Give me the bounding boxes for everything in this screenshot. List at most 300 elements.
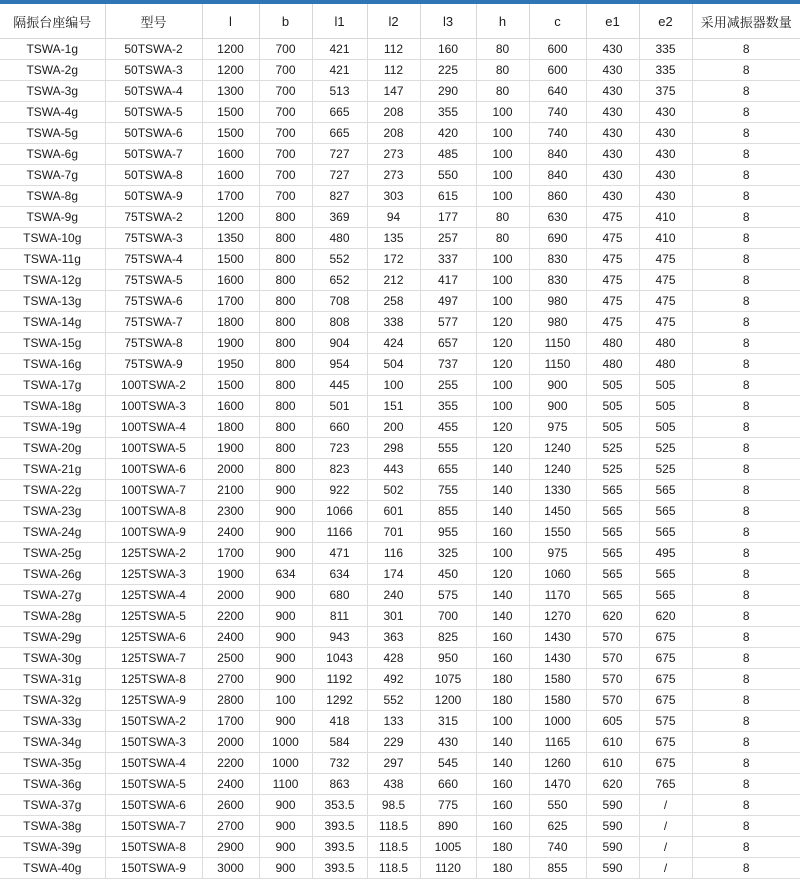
table-cell: 8 xyxy=(692,249,800,270)
table-cell: 8 xyxy=(692,585,800,606)
table-cell: TSWA-25g xyxy=(0,543,105,564)
table-cell: 160 xyxy=(476,774,529,795)
table-cell: 475 xyxy=(586,207,639,228)
table-cell: 100 xyxy=(476,270,529,291)
table-cell: 700 xyxy=(259,165,312,186)
table-cell: 8 xyxy=(692,270,800,291)
table-cell: 723 xyxy=(312,438,367,459)
table-cell: 605 xyxy=(586,711,639,732)
table-cell: 800 xyxy=(259,396,312,417)
table-cell: TSWA-6g xyxy=(0,144,105,165)
table-cell: 8 xyxy=(692,837,800,858)
table-cell: 1430 xyxy=(529,627,586,648)
table-cell: 2400 xyxy=(202,774,259,795)
table-cell: 800 xyxy=(259,375,312,396)
table-cell: TSWA-32g xyxy=(0,690,105,711)
table-cell: 50TSWA-3 xyxy=(105,60,202,81)
table-cell: 513 xyxy=(312,81,367,102)
table-cell: 830 xyxy=(529,270,586,291)
table-cell: 8 xyxy=(692,669,800,690)
column-header-b: b xyxy=(259,4,312,39)
table-cell: 355 xyxy=(420,396,476,417)
table-row xyxy=(0,270,800,291)
table-cell: 208 xyxy=(367,102,420,123)
table-cell: 665 xyxy=(312,123,367,144)
table-cell: 140 xyxy=(476,459,529,480)
table-cell: 273 xyxy=(367,144,420,165)
table-cell: TSWA-10g xyxy=(0,228,105,249)
table-cell: 410 xyxy=(639,207,692,228)
table-cell: 1150 xyxy=(529,333,586,354)
table-cell: 8 xyxy=(692,795,800,816)
table-cell: 700 xyxy=(259,39,312,60)
column-header-l3: l3 xyxy=(420,4,476,39)
table-cell: 8 xyxy=(692,816,800,837)
table-row xyxy=(0,438,800,459)
table-row xyxy=(0,291,800,312)
table-cell: 610 xyxy=(586,753,639,774)
table-cell: 737 xyxy=(420,354,476,375)
table-cell: 116 xyxy=(367,543,420,564)
table-row xyxy=(0,144,800,165)
table-cell: TSWA-17g xyxy=(0,375,105,396)
table-cell: 575 xyxy=(639,711,692,732)
table-cell: 133 xyxy=(367,711,420,732)
table-cell: 355 xyxy=(420,102,476,123)
table-cell: 8 xyxy=(692,207,800,228)
table-cell: 900 xyxy=(259,711,312,732)
table-cell: 610 xyxy=(586,732,639,753)
table-cell: 1192 xyxy=(312,669,367,690)
table-cell: 8 xyxy=(692,312,800,333)
table-cell: 430 xyxy=(639,144,692,165)
table-cell: 140 xyxy=(476,753,529,774)
table-cell: 565 xyxy=(639,501,692,522)
table-cell: 800 xyxy=(259,333,312,354)
table-cell: 1260 xyxy=(529,753,586,774)
table-cell: 505 xyxy=(586,417,639,438)
table-cell: 430 xyxy=(586,39,639,60)
table-cell: 525 xyxy=(639,438,692,459)
table-cell: 1000 xyxy=(259,753,312,774)
table-cell: 8 xyxy=(692,438,800,459)
table-row xyxy=(0,186,800,207)
table-cell: 525 xyxy=(586,438,639,459)
table-cell: 430 xyxy=(586,123,639,144)
table-cell: 100 xyxy=(476,375,529,396)
table-cell: 8 xyxy=(692,858,800,879)
table-cell: 258 xyxy=(367,291,420,312)
table-cell: / xyxy=(639,795,692,816)
table-cell: 100 xyxy=(476,396,529,417)
table-cell: TSWA-19g xyxy=(0,417,105,438)
table-cell: 900 xyxy=(259,669,312,690)
table-cell: 140 xyxy=(476,501,529,522)
table-cell: 172 xyxy=(367,249,420,270)
table-cell: 855 xyxy=(420,501,476,522)
table-cell: 75TSWA-6 xyxy=(105,291,202,312)
table-cell: 2400 xyxy=(202,627,259,648)
table-cell: 430 xyxy=(586,102,639,123)
table-cell: 50TSWA-7 xyxy=(105,144,202,165)
table-cell: 200 xyxy=(367,417,420,438)
table-row xyxy=(0,417,800,438)
table-cell: 475 xyxy=(639,312,692,333)
table-cell: 1600 xyxy=(202,165,259,186)
table-cell: 800 xyxy=(259,354,312,375)
table-cell: 800 xyxy=(259,207,312,228)
table-cell: 2000 xyxy=(202,585,259,606)
table-cell: 393.5 xyxy=(312,816,367,837)
table-cell: 430 xyxy=(639,102,692,123)
table-cell: 630 xyxy=(529,207,586,228)
table-cell: 1043 xyxy=(312,648,367,669)
table-cell: 2700 xyxy=(202,816,259,837)
table-cell: 50TSWA-4 xyxy=(105,81,202,102)
table-cell: 655 xyxy=(420,459,476,480)
table-cell: 660 xyxy=(420,774,476,795)
table-cell: 1900 xyxy=(202,333,259,354)
table-cell: 900 xyxy=(259,648,312,669)
table-cell: 565 xyxy=(586,543,639,564)
table-cell: 2100 xyxy=(202,480,259,501)
table-cell: 80 xyxy=(476,39,529,60)
table-row xyxy=(0,774,800,795)
table-cell: 150TSWA-6 xyxy=(105,795,202,816)
table-cell: TSWA-8g xyxy=(0,186,105,207)
table-cell: 430 xyxy=(639,186,692,207)
table-cell: 900 xyxy=(259,585,312,606)
table-cell: 1550 xyxy=(529,522,586,543)
table-cell: 140 xyxy=(476,732,529,753)
table-row xyxy=(0,354,800,375)
table-cell: 2000 xyxy=(202,459,259,480)
table-cell: 430 xyxy=(586,60,639,81)
table-cell: 100 xyxy=(476,144,529,165)
table-cell: 100TSWA-2 xyxy=(105,375,202,396)
table-cell: 840 xyxy=(529,165,586,186)
column-header-c: c xyxy=(529,4,586,39)
table-row xyxy=(0,60,800,81)
table-cell: 680 xyxy=(312,585,367,606)
table-row xyxy=(0,312,800,333)
table-cell: 570 xyxy=(586,690,639,711)
table-cell: 50TSWA-9 xyxy=(105,186,202,207)
table-cell: 8 xyxy=(692,711,800,732)
table-cell: 120 xyxy=(476,438,529,459)
header-row xyxy=(0,4,800,39)
table-cell: 652 xyxy=(312,270,367,291)
table-cell: 1580 xyxy=(529,690,586,711)
table-cell: 700 xyxy=(420,606,476,627)
table-cell: 208 xyxy=(367,123,420,144)
table-cell: 575 xyxy=(420,585,476,606)
table-cell: 112 xyxy=(367,39,420,60)
table-cell: TSWA-12g xyxy=(0,270,105,291)
table-cell: 75TSWA-8 xyxy=(105,333,202,354)
table-cell: 1000 xyxy=(259,732,312,753)
table-cell: 50TSWA-2 xyxy=(105,39,202,60)
table-cell: 417 xyxy=(420,270,476,291)
table-cell: 3000 xyxy=(202,858,259,879)
table-cell: 620 xyxy=(639,606,692,627)
table-cell: 443 xyxy=(367,459,420,480)
table-cell: 100TSWA-8 xyxy=(105,501,202,522)
table-cell: TSWA-38g xyxy=(0,816,105,837)
table-cell: 808 xyxy=(312,312,367,333)
table-cell: 125TSWA-3 xyxy=(105,564,202,585)
table-cell: 565 xyxy=(586,522,639,543)
table-cell: 8 xyxy=(692,459,800,480)
table-cell: 660 xyxy=(312,417,367,438)
table-cell: 100TSWA-4 xyxy=(105,417,202,438)
table-row xyxy=(0,39,800,60)
table-cell: 75TSWA-7 xyxy=(105,312,202,333)
table-cell: 690 xyxy=(529,228,586,249)
table-cell: 480 xyxy=(586,354,639,375)
table-cell: 727 xyxy=(312,144,367,165)
table-cell: 8 xyxy=(692,165,800,186)
table-cell: 955 xyxy=(420,522,476,543)
table-cell: TSWA-35g xyxy=(0,753,105,774)
table-cell: 363 xyxy=(367,627,420,648)
table-cell: 1330 xyxy=(529,480,586,501)
table-cell: 50TSWA-5 xyxy=(105,102,202,123)
table-cell: 1500 xyxy=(202,102,259,123)
table-cell: 900 xyxy=(259,501,312,522)
table-cell: 570 xyxy=(586,648,639,669)
table-cell: 800 xyxy=(259,438,312,459)
table-cell: 8 xyxy=(692,417,800,438)
column-header-platform-id: 隔振台座编号 xyxy=(0,4,105,39)
table-cell: 480 xyxy=(639,354,692,375)
table-cell: 8 xyxy=(692,144,800,165)
table-cell: 800 xyxy=(259,459,312,480)
table-cell: 8 xyxy=(692,774,800,795)
table-cell: 975 xyxy=(529,417,586,438)
table-cell: TSWA-20g xyxy=(0,438,105,459)
table-cell: 75TSWA-2 xyxy=(105,207,202,228)
table-cell: TSWA-13g xyxy=(0,291,105,312)
table-cell: 863 xyxy=(312,774,367,795)
table-cell: 590 xyxy=(586,858,639,879)
table-cell: 860 xyxy=(529,186,586,207)
table-cell: 1500 xyxy=(202,123,259,144)
table-cell: 800 xyxy=(259,249,312,270)
table-cell: 1060 xyxy=(529,564,586,585)
table-cell: 125TSWA-6 xyxy=(105,627,202,648)
table-cell: 1100 xyxy=(259,774,312,795)
table-cell: 112 xyxy=(367,60,420,81)
table-cell: 1600 xyxy=(202,270,259,291)
table-cell: 140 xyxy=(476,585,529,606)
table-cell: 675 xyxy=(639,753,692,774)
table-cell: 502 xyxy=(367,480,420,501)
spec-table-body xyxy=(0,39,800,879)
table-cell: 775 xyxy=(420,795,476,816)
table-cell: 675 xyxy=(639,627,692,648)
table-cell: 800 xyxy=(259,291,312,312)
table-cell: 225 xyxy=(420,60,476,81)
table-cell: 160 xyxy=(420,39,476,60)
table-cell: 410 xyxy=(639,228,692,249)
table-cell: 475 xyxy=(586,270,639,291)
table-cell: 475 xyxy=(586,291,639,312)
table-row xyxy=(0,459,800,480)
table-cell: TSWA-18g xyxy=(0,396,105,417)
table-cell: 100 xyxy=(259,690,312,711)
table-cell: 1950 xyxy=(202,354,259,375)
table-row xyxy=(0,585,800,606)
table-cell: 100 xyxy=(476,543,529,564)
table-cell: 160 xyxy=(476,795,529,816)
table-cell: 100 xyxy=(476,123,529,144)
table-cell: 430 xyxy=(420,732,476,753)
table-cell: 160 xyxy=(476,627,529,648)
table-cell: 900 xyxy=(259,816,312,837)
table-cell: 1700 xyxy=(202,186,259,207)
table-cell: 375 xyxy=(639,81,692,102)
table-cell: 1900 xyxy=(202,438,259,459)
table-cell: 1200 xyxy=(420,690,476,711)
table-cell: 1075 xyxy=(420,669,476,690)
table-row xyxy=(0,228,800,249)
table-cell: 125TSWA-9 xyxy=(105,690,202,711)
table-cell: 665 xyxy=(312,102,367,123)
table-cell: 100 xyxy=(476,711,529,732)
table-cell: 1150 xyxy=(529,354,586,375)
table-cell: 80 xyxy=(476,228,529,249)
table-cell: 840 xyxy=(529,144,586,165)
spec-table xyxy=(0,4,800,879)
table-cell: 640 xyxy=(529,81,586,102)
table-cell: / xyxy=(639,837,692,858)
table-cell: 700 xyxy=(259,60,312,81)
table-cell: 100 xyxy=(476,165,529,186)
table-cell: 100 xyxy=(476,186,529,207)
table-cell: 565 xyxy=(639,585,692,606)
table-cell: 150TSWA-4 xyxy=(105,753,202,774)
table-cell: 525 xyxy=(586,459,639,480)
table-cell: 1700 xyxy=(202,291,259,312)
table-cell: 950 xyxy=(420,648,476,669)
column-header-h: h xyxy=(476,4,529,39)
table-cell: 8 xyxy=(692,753,800,774)
table-cell: 150TSWA-9 xyxy=(105,858,202,879)
table-cell: TSWA-33g xyxy=(0,711,105,732)
table-row xyxy=(0,81,800,102)
table-cell: 2900 xyxy=(202,837,259,858)
table-cell: 552 xyxy=(312,249,367,270)
table-cell: 8 xyxy=(692,60,800,81)
table-row xyxy=(0,795,800,816)
table-cell: TSWA-22g xyxy=(0,480,105,501)
table-cell: 495 xyxy=(639,543,692,564)
table-cell: 1450 xyxy=(529,501,586,522)
table-cell: 675 xyxy=(639,732,692,753)
table-cell: 485 xyxy=(420,144,476,165)
table-cell: 273 xyxy=(367,165,420,186)
table-cell: 1580 xyxy=(529,669,586,690)
table-cell: 900 xyxy=(259,606,312,627)
table-cell: 565 xyxy=(586,564,639,585)
table-cell: 8 xyxy=(692,354,800,375)
table-cell: 570 xyxy=(586,669,639,690)
table-cell: 298 xyxy=(367,438,420,459)
table-cell: 740 xyxy=(529,102,586,123)
table-cell: 615 xyxy=(420,186,476,207)
table-cell: 1165 xyxy=(529,732,586,753)
table-cell: 545 xyxy=(420,753,476,774)
table-cell: 75TSWA-5 xyxy=(105,270,202,291)
table-cell: 430 xyxy=(586,81,639,102)
column-header-l2: l2 xyxy=(367,4,420,39)
table-cell: 1270 xyxy=(529,606,586,627)
table-row xyxy=(0,753,800,774)
table-cell: 634 xyxy=(312,564,367,585)
table-cell: 240 xyxy=(367,585,420,606)
table-cell: 125TSWA-7 xyxy=(105,648,202,669)
table-cell: 118.5 xyxy=(367,858,420,879)
table-cell: 335 xyxy=(639,60,692,81)
table-row xyxy=(0,522,800,543)
table-cell: 2500 xyxy=(202,648,259,669)
table-cell: 80 xyxy=(476,207,529,228)
table-cell: 501 xyxy=(312,396,367,417)
table-cell: 120 xyxy=(476,564,529,585)
table-cell: 369 xyxy=(312,207,367,228)
table-cell: 765 xyxy=(639,774,692,795)
column-header-l1: l1 xyxy=(312,4,367,39)
table-cell: 1430 xyxy=(529,648,586,669)
table-cell: 8 xyxy=(692,396,800,417)
table-cell: 943 xyxy=(312,627,367,648)
table-cell: 1005 xyxy=(420,837,476,858)
table-cell: 337 xyxy=(420,249,476,270)
table-cell: 315 xyxy=(420,711,476,732)
table-cell: 1000 xyxy=(529,711,586,732)
table-cell: 675 xyxy=(639,648,692,669)
table-cell: 565 xyxy=(586,585,639,606)
table-cell: 180 xyxy=(476,858,529,879)
table-cell: 147 xyxy=(367,81,420,102)
table-row xyxy=(0,732,800,753)
table-cell: 297 xyxy=(367,753,420,774)
table-cell: 2400 xyxy=(202,522,259,543)
table-cell: 75TSWA-9 xyxy=(105,354,202,375)
table-cell: 727 xyxy=(312,165,367,186)
table-cell: 120 xyxy=(476,354,529,375)
table-cell: 8 xyxy=(692,39,800,60)
table-cell: 150TSWA-3 xyxy=(105,732,202,753)
table-cell: 1292 xyxy=(312,690,367,711)
table-cell: 1120 xyxy=(420,858,476,879)
table-cell: 255 xyxy=(420,375,476,396)
table-cell: 505 xyxy=(586,396,639,417)
table-cell: 2800 xyxy=(202,690,259,711)
column-header-model: 型号 xyxy=(105,4,202,39)
table-row xyxy=(0,690,800,711)
table-cell: 480 xyxy=(312,228,367,249)
table-cell: 290 xyxy=(420,81,476,102)
table-cell: 424 xyxy=(367,333,420,354)
table-cell: 174 xyxy=(367,564,420,585)
table-cell: 8 xyxy=(692,543,800,564)
table-cell: 1600 xyxy=(202,144,259,165)
table-cell: 100TSWA-3 xyxy=(105,396,202,417)
table-cell: 900 xyxy=(259,858,312,879)
table-cell: 675 xyxy=(639,669,692,690)
